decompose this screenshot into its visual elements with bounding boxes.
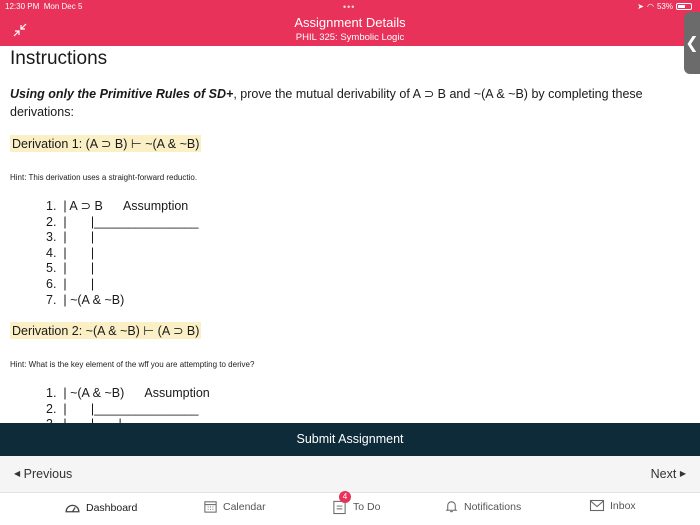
derivation-2-hint: Hint: What is the key element of the wff you are attempting to derive? [10,360,255,369]
next-button[interactable]: Next ▶ [650,467,686,481]
instructions-text: Using only the Primitive Rules of SD+, prove the mutual derivability of A ⊃ B and ~(A & ~B) by completing these derivations: [10,87,643,119]
tab-inbox[interactable]: Inbox [589,499,636,512]
derivation-line: 3. | | [46,230,95,245]
derivation-line: 5. | | [46,261,95,276]
derivation-line: 6. | | [46,276,95,291]
battery-icon [676,3,692,10]
derivation-1-hint: Hint: This derivation uses a straight-forward reductio. [10,173,198,182]
envelope-icon [589,499,605,512]
bottom-tab-bar [0,493,700,525]
derivation-line: 1. | A ⊃ B Assumption [46,199,196,213]
dashboard-icon [64,499,81,516]
side-panel-handle[interactable] [684,12,700,74]
multitask-dots-icon[interactable]: ••• [343,2,356,12]
course-subtitle: PHIL 325: Symbolic Logic [295,32,405,43]
header-bar [0,0,700,46]
wifi-icon: ◠ [647,2,654,11]
calendar-icon [203,499,218,514]
tab-calendar[interactable]: Calendar [203,499,266,514]
page-title: Assignment Details [294,15,406,30]
triangle-right-icon: ▶ [679,469,686,478]
tab-todo[interactable]: 4 To Do [332,499,380,515]
derivation-line: 2. | |_______________ [46,214,199,229]
instructions-heading: Instructions [10,48,108,69]
status-time: 12:30 PM Mon Dec 5 [5,2,83,11]
derivation-2-title: Derivation 2: ~(A & ~B) ⊢ (A ⊃ B) [12,324,200,338]
status-indicators [637,2,692,11]
triangle-left-icon: ◀ [14,469,21,478]
tab-notifications[interactable]: Notifications [444,499,521,514]
derivation-line: 7. | ~(A & ~B) [46,292,125,307]
derivation-line: 4. | | [46,245,95,260]
derivation-1-lines [46,199,198,308]
derivation-line: 1. | ~(A & ~B) Assumption [46,386,217,400]
tab-dashboard[interactable]: Dashboard [64,499,137,516]
pager-bar [0,456,700,493]
battery-percent: 53% [656,2,673,11]
derivation-1-title: Derivation 1: (A ⊃ B) ⊢ ~(A & ~B) [12,137,200,151]
submit-assignment-button[interactable]: Submit Assignment [0,423,700,456]
chevron-left-icon: ❮ [685,35,699,52]
todo-count-badge: 4 [339,491,351,503]
previous-button[interactable]: ◀ Previous [14,467,73,481]
derivation-line: 2. | |_______________ [46,401,199,416]
location-icon: ➤ [637,2,644,11]
assignment-content [0,46,684,423]
bell-icon [444,499,459,514]
